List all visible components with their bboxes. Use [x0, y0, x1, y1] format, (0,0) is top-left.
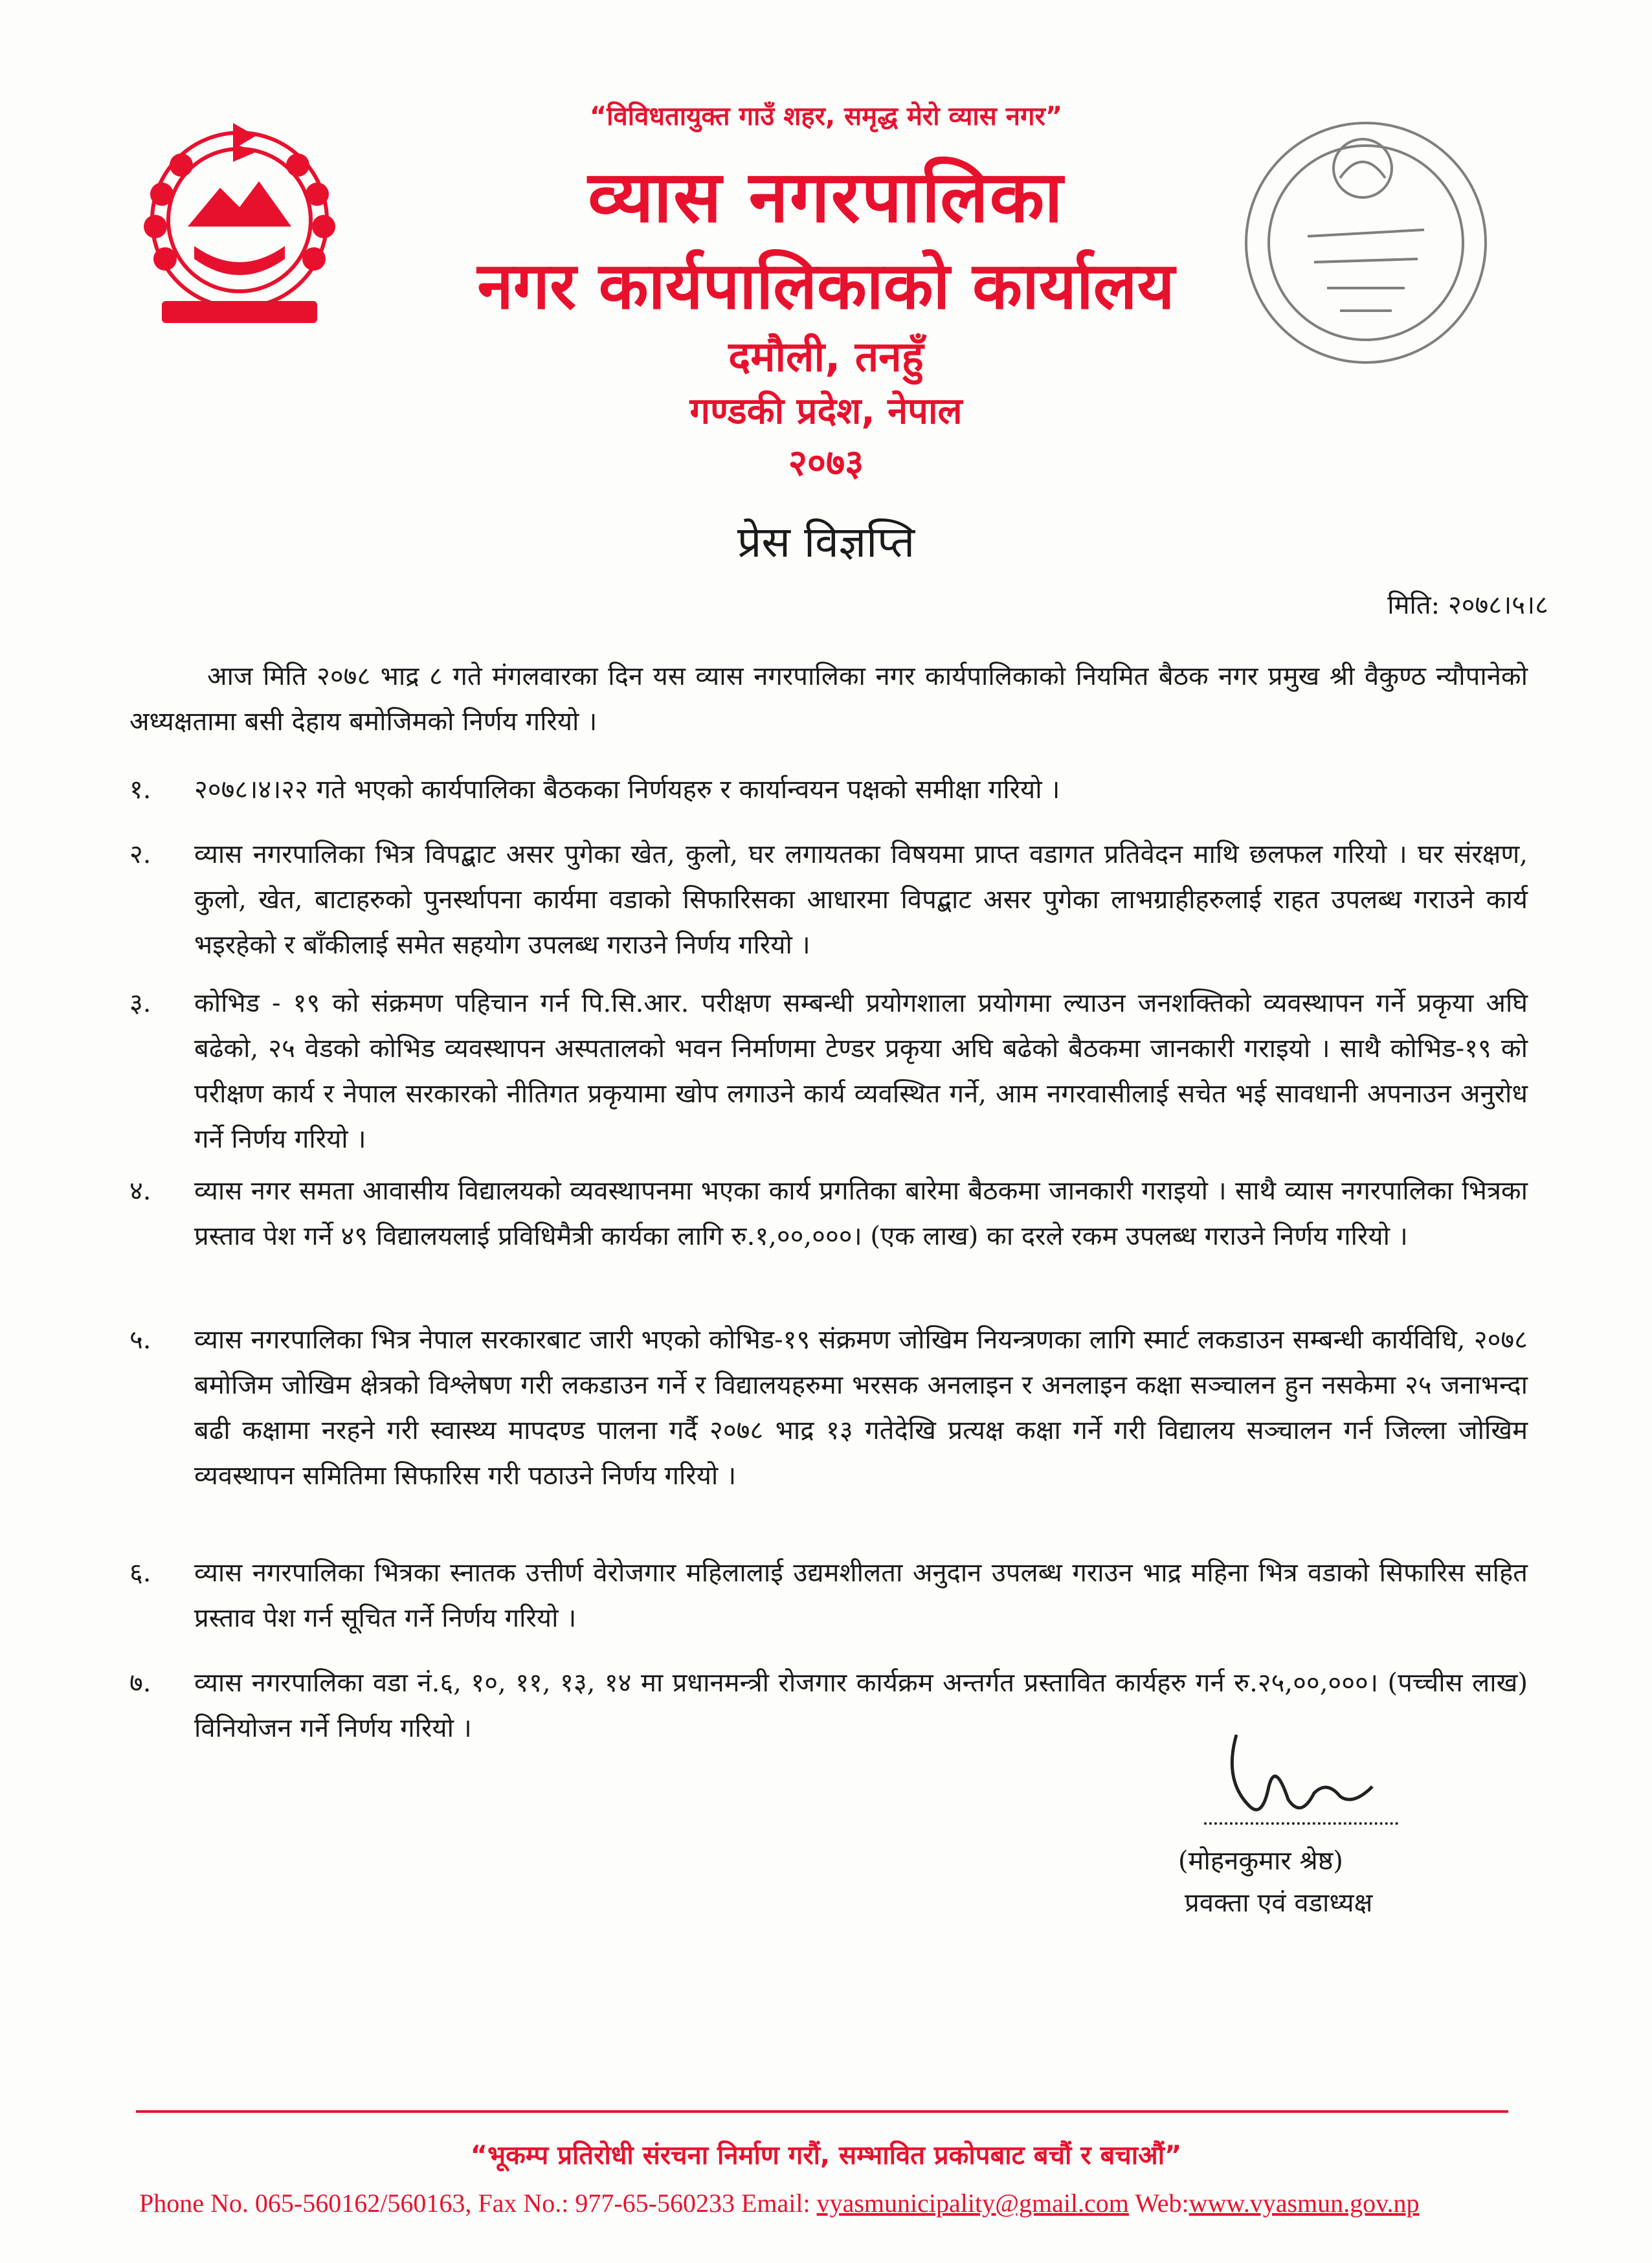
signatory-role: प्रवक्ता एवं वडाध्यक्ष — [1185, 1888, 1373, 1918]
item-number: ४. — [129, 1176, 151, 1206]
item-number: ३. — [129, 988, 151, 1018]
item-text: व्यास नगरपालिका भित्र नेपाल सरकारबाट जारी भएको कोभिड-१९ संक्रमण जोखिम नियन्त्रणका लागि स्मार्ट लकडाउन सम्बन्धी कार्यविधि, २०७८ बमोजिम जोखिम क्षेत्रको विश्लेषण गरी लकडाउन गर्ने र विद्यालयहरुमा भरसक अनलाइन र अनलाइन कक्षा सञ्चालन हुन नसकेमा २५ जनाभन्दा बढी कक्षामा नरहने गरी स्वास्थ्य मापदण्ड पालना गर्दै २०७८ भाद्र १३ गतेदेखि प्रत्यक्ष कक्षा गर्ने गरी विद्यालय सञ्चालन गर्न जिल्ला जोखिम व्यवस्थापन समितिमा सिफारिस गरी पठाउने निर्णय गरियो । — [194, 1325, 1528, 1491]
header-slogan: “विविधतायुक्त गाउँ शहर, समृद्ध मेरो व्यास नगर” — [589, 102, 1063, 131]
email-link[interactable]: vyasmunicipality@gmail.com — [816, 2189, 1129, 2218]
footer-slogan: “भूकम्प प्रतिरोधी संरचना निर्माण गरौं, सम्भावित प्रकोपबाट बचौं र बचाऔं” — [470, 2141, 1182, 2170]
list-item — [129, 1317, 1528, 1499]
item-text: व्यास नगरपालिका वडा नं.६, १०, ११, १३, १४ मा प्रधानमन्त्री रोजगार कार्यक्रम अन्तर्गत प्रस्तावित कार्यहरु गर्न रु.२५,००,०००। (पच्चीस लाख) विनियोजन गर्ने निर्णय गरियो । — [194, 1668, 1528, 1743]
list-item — [129, 1168, 1528, 1259]
intro-paragraph: आज मिति २०७८ भाद्र ८ गते मंगलवारका दिन यस व्यास नगरपालिका नगर कार्यपालिकाको नियमित बैठक नगर प्रमुख श्री वैकुण्ठ न्यौपानेको अध्यक्षतामा बसी देहाय बमोजिमको निर्णय गरियो । — [129, 662, 1528, 737]
release-date: मिति: २०७८।५।८ — [1387, 590, 1548, 620]
item-text: २०७८।४।२२ गते भएको कार्यपालिका बैठकका निर्णयहरु र कार्यान्वयन पक्षको समीक्षा गरियो । — [194, 775, 1060, 805]
item-text: कोभिड - १९ को संक्रमण पहिचान गर्न पि.सि.आर. परीक्षण सम्बन्धी प्रयोगशाला प्रयोगमा ल्याउन जनशक्तिको व्यवस्थापन गर्ने प्रकृया अघि बढेको, २५ वेडको कोभिड व्यवस्थापन अस्पतालको भवन निर्माणमा टेण्डर प्रकृया अघि बढेको बैठकमा जानकारी गराइयो । साथै कोभिड-१९ को परीक्षण कार्य र नेपाल सरकारको नीतिगत प्रकृयामा खोप लगाउने कार्य व्यवस्थित गर्ने, आम नगरवासीलाई सचेत भई सावधानी अपनाउन अनुरोध गर्ने निर्णय गरियो । — [194, 988, 1528, 1154]
signature-icon — [1217, 1722, 1385, 1825]
item-number: ७. — [129, 1668, 151, 1698]
item-text: व्यास नगर समता आवासीय विद्यालयको व्यवस्थापनमा भएका कार्य प्रगतिका बारेमा बैठकमा जानकारी गराइयो । साथै व्यास नगरपालिका भित्रका प्रस्ताव पेश गर्ने ४९ विद्यालयलाई प्रविधिमैत्री कार्यका लागि रु.१,००,०००। (एक लाख) का दरले रकम उपलब्ध गराउने निर्णय गरियो । — [194, 1176, 1528, 1251]
list-item — [129, 981, 1528, 1162]
item-text: व्यास नगरपालिका भित्र विपद्बाट असर पुगेका खेत, कुलो, घर लगायतका विषयमा प्राप्त वडागत प्रतिवेदन माथि छलफल गरियो । घर संरक्षण, कुलो, खेत, बाटाहरुको पुनर्स्थापना कार्यमा वडाको सिफारिसका आधारमा विपद्बाट असर पुगेका लाभग्राहीहरुलाई राहत उपलब्ध गराउने कार्य भइरहेको र बाँकीलाई समेत सहयोग उपलब्ध गराउने निर्णय गरियो । — [194, 840, 1528, 960]
phone-fax-text: Phone No. 065-560162/560163, Fax No.: 977-65-560233 Email: — [139, 2189, 817, 2218]
item-number: ६. — [129, 1558, 151, 1588]
item-number: ५. — [129, 1325, 151, 1355]
office-name: नगर कार्यपालिकाको कार्यालय — [477, 248, 1175, 324]
established-year: २०७३ — [788, 442, 864, 484]
contact-line — [139, 2188, 1420, 2218]
address-line1: दमौली, तनहुँ — [728, 333, 924, 381]
signatory-name: (मोहनकुमार श्रेष्ठ) — [1178, 1846, 1343, 1876]
press-release-heading: प्रेस विज्ञप्ति — [737, 517, 915, 567]
signature-line — [1204, 1822, 1398, 1825]
municipality-name: व्यास नगरपालिका — [588, 155, 1064, 238]
footer-divider — [136, 2110, 1508, 2113]
list-item — [129, 1550, 1528, 1641]
website-link[interactable]: www.vyasmun.gov.np — [1189, 2189, 1420, 2218]
web-label: Web: — [1128, 2189, 1189, 2218]
item-number: २. — [129, 840, 151, 869]
list-item — [129, 832, 1528, 968]
list-item — [129, 767, 1528, 812]
address-line2: गण्डकी प्रदेश, नेपाल — [689, 390, 963, 432]
item-text: व्यास नगरपालिका भित्रका स्नातक उत्तीर्ण वेरोजगार महिलालाई उद्यमशीलता अनुदान उपलब्ध गराउन भाद्र महिना भित्र वडाको सिफारिस सहित प्रस्ताव पेश गर्न सूचित गर्ने निर्णय गरियो । — [194, 1558, 1528, 1633]
item-number: १. — [129, 775, 151, 805]
office-seal-stamp-icon — [1230, 107, 1502, 379]
